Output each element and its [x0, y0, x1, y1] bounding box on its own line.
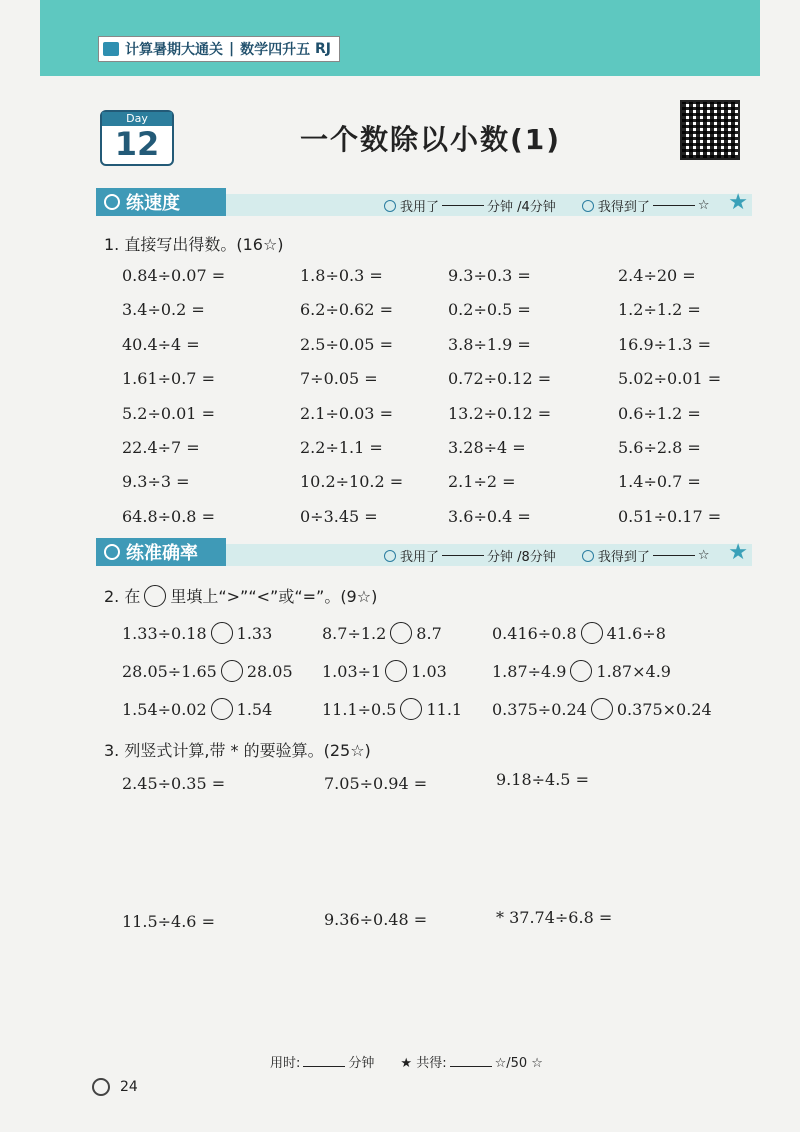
question-2-grid — [122, 622, 742, 720]
answer-circle[interactable] — [581, 622, 603, 644]
compare-item — [322, 698, 492, 720]
circle-icon — [144, 585, 166, 607]
day-calendar-badge — [100, 110, 174, 166]
calc-item: 5.02÷0.01 = — [618, 369, 722, 389]
calc-item: 3.28÷4 = — [448, 437, 526, 457]
total-label: 共得: — [416, 1056, 447, 1071]
footer-time — [270, 1052, 374, 1071]
calc-item: 13.2÷0.12 = — [448, 403, 552, 423]
right-expr: 1.03 — [411, 661, 447, 681]
calc-item: 1.8÷0.3 = — [300, 266, 383, 285]
right-expr: 41.6÷8 — [606, 623, 666, 643]
vertical-calc-item: 9.18÷4.5 = — [496, 770, 589, 789]
calc-item: 22.4÷7 = — [122, 437, 200, 457]
footer-total: ★ 共得: ☆/50 ☆ — [400, 1056, 543, 1071]
blank-line — [303, 1066, 345, 1067]
compare-item — [492, 622, 742, 644]
calc-item: 0.51÷0.17 = — [618, 506, 722, 526]
calc-item: 0.6÷1.2 = — [618, 403, 701, 423]
section-title: 练准确率 — [126, 543, 198, 564]
score-label: 我得到了 — [597, 200, 650, 215]
time-unit: 分钟 /4分钟 — [487, 200, 556, 215]
time-used-label: 我用了 — [400, 550, 440, 565]
calc-item: 1.61÷0.7 = — [122, 369, 215, 389]
left-expr: 1.87÷4.9 — [492, 661, 567, 681]
subject-name: 数学四升五 — [240, 42, 311, 58]
calc-item: 2.1÷2 = — [448, 472, 516, 492]
blank-line — [653, 205, 695, 206]
calc-item: 0.72÷0.12 = — [448, 369, 552, 389]
section-accuracy — [96, 538, 752, 566]
page-number: 24 — [120, 1079, 138, 1095]
star-icon: ☆ — [697, 548, 710, 563]
left-expr: 28.05÷1.65 — [122, 661, 217, 681]
blank-line — [450, 1066, 492, 1067]
score-label: 我得到了 — [597, 550, 650, 565]
right-expr: 1.33 — [236, 623, 273, 643]
vertical-calc-item: 2.45÷0.35 = — [122, 774, 226, 793]
left-expr: 0.416÷0.8 — [492, 623, 577, 643]
prompt-part-a: 2. 在 — [104, 587, 141, 606]
left-expr: 1.33÷0.18 — [122, 623, 207, 643]
total-unit: ☆/50 ☆ — [494, 1056, 543, 1071]
calc-item: 0.84÷0.07 = — [122, 266, 226, 285]
right-expr: 8.7 — [416, 623, 442, 643]
time-unit: 分钟 — [348, 1056, 375, 1071]
footer-summary — [270, 1052, 543, 1071]
prompt-part-b: 里填上“>”“<”或“=”。(9☆) — [170, 587, 378, 606]
right-expr: 0.375×0.24 — [616, 699, 712, 719]
time-used-label: 我用了 — [400, 200, 440, 215]
vertical-calc-item: * 37.74÷6.8 = — [496, 908, 613, 927]
time-used — [384, 546, 556, 565]
day-number: 12 — [114, 125, 160, 163]
answer-circle[interactable] — [211, 698, 233, 720]
score-got — [582, 546, 710, 565]
compare-item — [492, 698, 742, 720]
calc-item: 7÷0.05 = — [300, 369, 378, 389]
compare-item — [122, 622, 322, 644]
answer-circle[interactable] — [400, 698, 422, 720]
left-expr: 1.03÷1 — [322, 661, 382, 681]
answer-circle[interactable] — [591, 698, 613, 720]
calc-item: 3.6÷0.4 = — [448, 506, 531, 526]
question-1-grid — [122, 264, 742, 528]
compare-item — [322, 622, 492, 644]
answer-circle[interactable] — [570, 660, 592, 682]
separator: | — [229, 41, 235, 57]
right-expr: 1.87×4.9 — [596, 661, 671, 681]
drop-icon — [384, 550, 396, 562]
calc-item: 9.3÷3 = — [122, 472, 190, 492]
calc-item: 0÷3.45 = — [300, 506, 378, 526]
vertical-calc-item: 11.5÷4.6 = — [122, 912, 215, 931]
calc-item: 10.2÷10.2 = — [300, 472, 404, 492]
check-icon — [582, 200, 594, 212]
calc-item: 40.4÷4 = — [122, 334, 200, 354]
day-label: Day — [102, 112, 172, 126]
calc-item: 16.9÷1.3 = — [618, 334, 711, 354]
star-decoration-icon: ★ — [728, 540, 748, 565]
time-label: 用时: — [270, 1056, 301, 1071]
page-footer — [92, 1078, 138, 1096]
target-icon — [104, 544, 120, 560]
section-meta — [384, 546, 709, 565]
calc-item: 5.2÷0.01 = — [122, 403, 215, 423]
calc-item: 2.4÷20 = — [618, 266, 696, 285]
question-1-prompt: 1. 直接写出得数。(16☆) — [104, 235, 284, 254]
calc-item: 2.2÷1.1 = — [300, 437, 383, 457]
right-expr: 28.05 — [246, 661, 293, 681]
calc-item: 1.4÷0.7 = — [618, 472, 701, 492]
stopwatch-icon — [104, 194, 120, 210]
calc-item: 6.2÷0.62 = — [300, 300, 393, 320]
compare-item — [122, 698, 322, 720]
compare-item — [322, 660, 492, 682]
time-unit: 分钟 /8分钟 — [487, 550, 556, 565]
section-title: 练速度 — [126, 193, 180, 214]
answer-circle[interactable] — [390, 622, 412, 644]
blank-line — [653, 555, 695, 556]
answer-circle[interactable] — [221, 660, 243, 682]
blank-line — [442, 205, 484, 206]
section-tab — [96, 188, 226, 216]
vertical-calc-item: 7.05÷0.94 = — [324, 774, 428, 793]
calc-item: 1.2÷1.2 = — [618, 300, 701, 320]
right-expr: 1.54 — [236, 699, 273, 719]
sun-icon — [92, 1078, 110, 1096]
section-tab — [96, 538, 226, 566]
section-speed — [96, 188, 752, 216]
calc-item: 2.1÷0.03 = — [300, 403, 393, 423]
left-expr: 8.7÷1.2 — [322, 623, 387, 643]
question-3-prompt: 3. 列竖式计算,带 * 的要验算。(25☆) — [104, 741, 371, 760]
section-meta — [384, 196, 709, 215]
calc-item: 2.5÷0.05 = — [300, 334, 393, 354]
calc-item: 3.4÷0.2 = — [122, 300, 205, 320]
book-icon — [103, 42, 119, 56]
star-decoration-icon: ★ — [728, 190, 748, 215]
drop-icon — [384, 200, 396, 212]
star-icon: ☆ — [697, 198, 710, 213]
answer-circle[interactable] — [385, 660, 407, 682]
blank-line — [442, 555, 484, 556]
vertical-calc-item: 9.36÷0.48 = — [324, 910, 428, 929]
calc-item: 3.8÷1.9 = — [448, 334, 531, 354]
calc-item: 5.6÷2.8 = — [618, 437, 701, 457]
qr-code — [680, 100, 740, 160]
calc-item: 9.3÷0.3 = — [448, 266, 531, 285]
series-name: 计算暑期大通关 — [125, 42, 223, 58]
question-2-prompt — [104, 584, 377, 607]
calc-item: 0.2÷0.5 = — [448, 300, 531, 320]
left-expr: 1.54÷0.02 — [122, 699, 207, 719]
check-icon — [582, 550, 594, 562]
time-used — [384, 196, 556, 215]
right-expr: 11.1 — [426, 699, 463, 719]
compare-item — [122, 660, 322, 682]
left-expr: 0.375÷0.24 — [492, 699, 587, 719]
edition: RJ — [315, 41, 331, 57]
calc-item: 64.8÷0.8 = — [122, 506, 215, 526]
lesson-title: 一个数除以小数(1) — [300, 123, 562, 156]
answer-circle[interactable] — [211, 622, 233, 644]
compare-item — [492, 660, 742, 682]
score-got — [582, 196, 710, 215]
left-expr: 11.1÷0.5 — [322, 699, 397, 719]
series-label — [98, 36, 340, 62]
